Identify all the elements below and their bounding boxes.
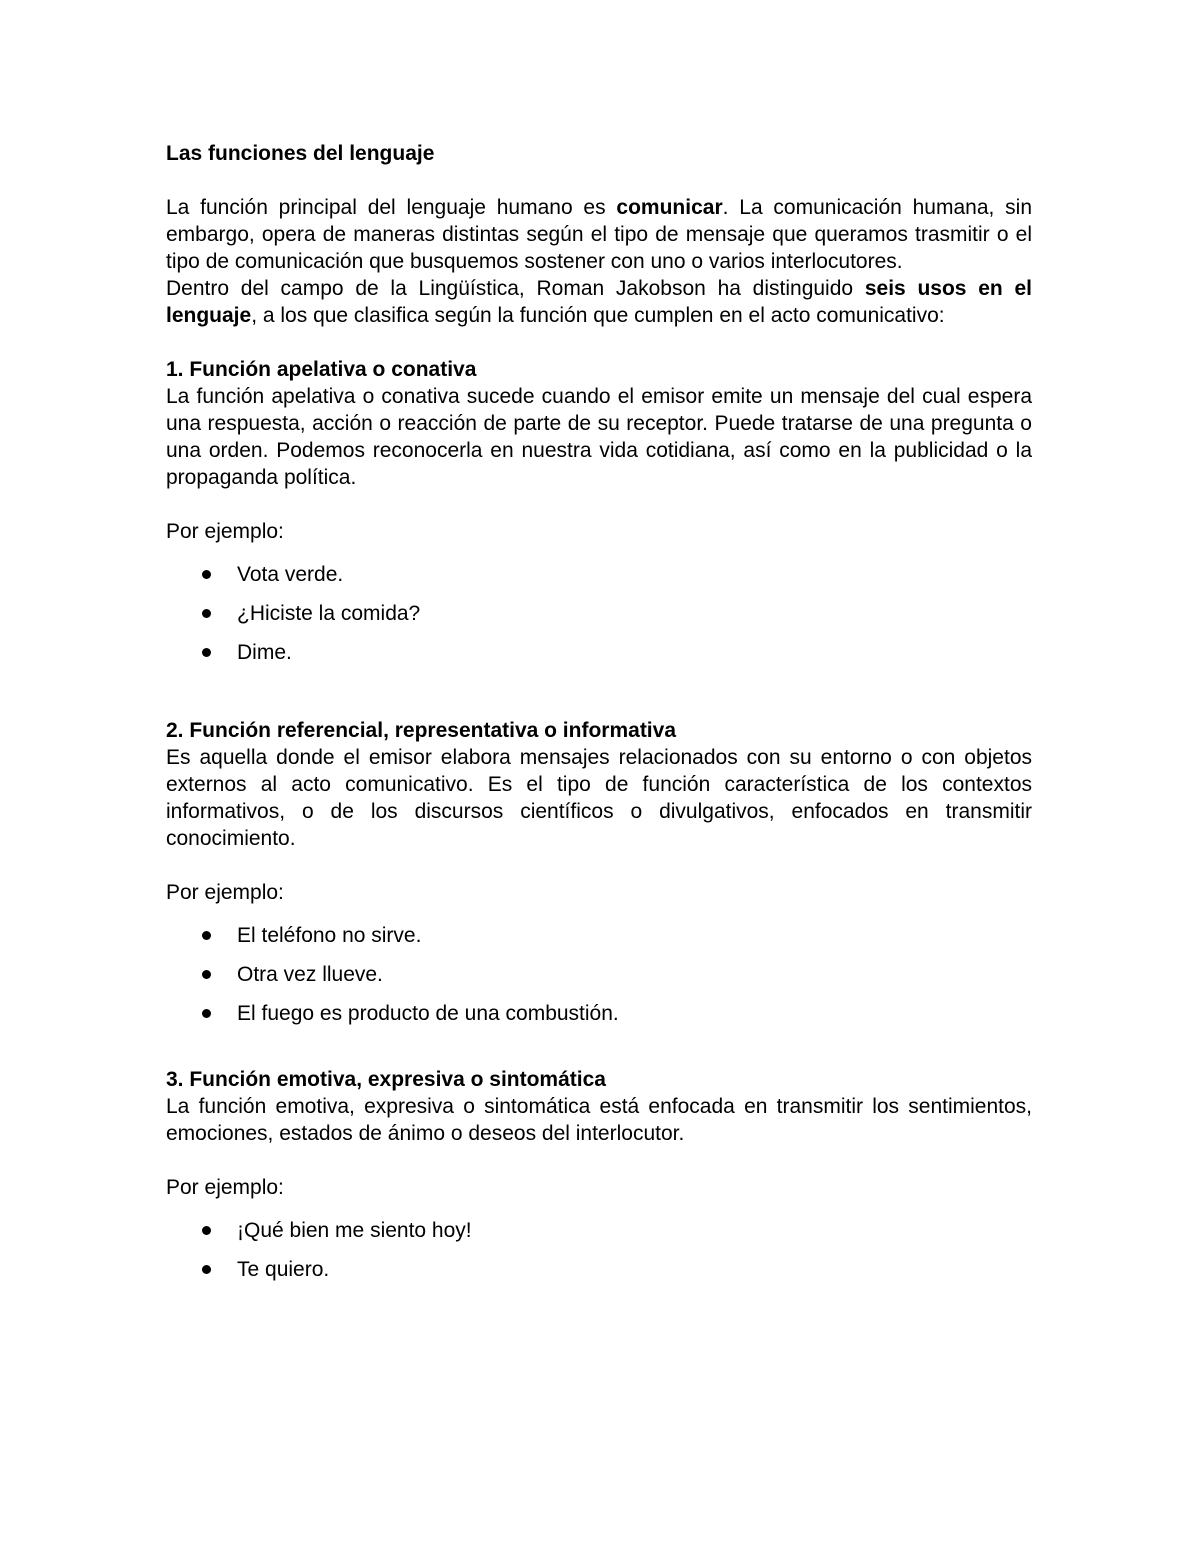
list-item: [166, 961, 1032, 1000]
spacer: [166, 678, 1032, 690]
list-item-text: ¿Hiciste la comida?: [237, 602, 421, 625]
bullet-icon: [202, 1009, 211, 1018]
list-item-text: Dime.: [237, 641, 292, 664]
list-item: [166, 1000, 1032, 1039]
intro-p1-text: La función principal del lenguaje humano es: [166, 196, 617, 219]
list-item-text: Te quiero.: [237, 1258, 330, 1281]
intro-paragraph-2: [166, 275, 1032, 329]
list-item-text: El fuego es producto de una combustión.: [237, 1002, 619, 1025]
section-body-1: La función apelativa o conativa sucede cuando el emisor emite un mensaje del cual espera una respuesta, acción o reacción de parte de su receptor. Puede tratarse de una pregunta o una orden. Podemos reconocerla en nuestra vida cotidiana, así como en la publicidad o la propaganda política.: [166, 385, 1032, 489]
bullet-icon: [202, 970, 211, 979]
bullet-icon: [202, 1226, 211, 1235]
list-item: [166, 639, 1032, 678]
section-body-3: La función emotiva, expresiva o sintomática está enfocada en transmitir los sentimientos, emociones, estados de ánimo o deseos del interlocutor.: [166, 1095, 1032, 1145]
list-item: [166, 600, 1032, 639]
list-item-text: Otra vez llueve.: [237, 963, 383, 986]
intro-p1-tail: . La comunicación humana, sin embargo, opera de maneras distintas según el tipo de mensaje que queramos trasmitir o el tipo de comunicación que busquemos sostener con uno o varios interlocutores.: [166, 196, 1033, 273]
intro-p1-bold: comunicar: [616, 196, 723, 219]
document-page: [166, 140, 1032, 1295]
bullet-icon: [202, 1265, 211, 1274]
section-heading-2: 2. Función referencial, representativa o informativa: [166, 719, 676, 742]
document-title: Las funciones del lenguaje: [166, 142, 435, 165]
intro-p2-bold: seis usos en el lenguaje: [166, 277, 1032, 327]
intro-p2-tail: , a los que clasifica según la función que cumplen en el acto comunicativo:: [251, 304, 945, 327]
example-label-1: Por ejemplo:: [166, 520, 284, 543]
list-item-text: El teléfono no sirve.: [237, 924, 422, 947]
bullet-icon: [202, 648, 211, 657]
list-item: [166, 922, 1032, 961]
example-list-1: [166, 561, 1032, 678]
bullet-icon: [202, 570, 211, 579]
bullet-icon: [202, 609, 211, 618]
example-list-3: [166, 1217, 1032, 1295]
intro-paragraph-1: [166, 194, 1032, 275]
section-heading-3: 3. Función emotiva, expresiva o sintomática: [166, 1068, 606, 1091]
list-item: [166, 1217, 1032, 1256]
list-item-text: ¡Qué bien me siento hoy!: [237, 1219, 472, 1242]
example-list-2: [166, 922, 1032, 1039]
section-heading-1: 1. Función apelativa o conativa: [166, 358, 477, 381]
section-body-2: Es aquella donde el emisor elabora mensajes relacionados con su entorno o con objetos externos al acto comunicativo. Es el tipo de función característica de los contextos informativos, o de los discursos científicos o divulgativos, enfocados en transmitir conocimiento.: [166, 746, 1032, 850]
list-item-text: Vota verde.: [237, 563, 344, 586]
intro-p2-text: Dentro del campo de la Lingüística, Roman Jakobson ha distinguido: [166, 277, 865, 300]
bullet-icon: [202, 931, 211, 940]
list-item: [166, 1256, 1032, 1295]
list-item: [166, 561, 1032, 600]
example-label-3: Por ejemplo:: [166, 1176, 284, 1199]
example-label-2: Por ejemplo:: [166, 881, 284, 904]
